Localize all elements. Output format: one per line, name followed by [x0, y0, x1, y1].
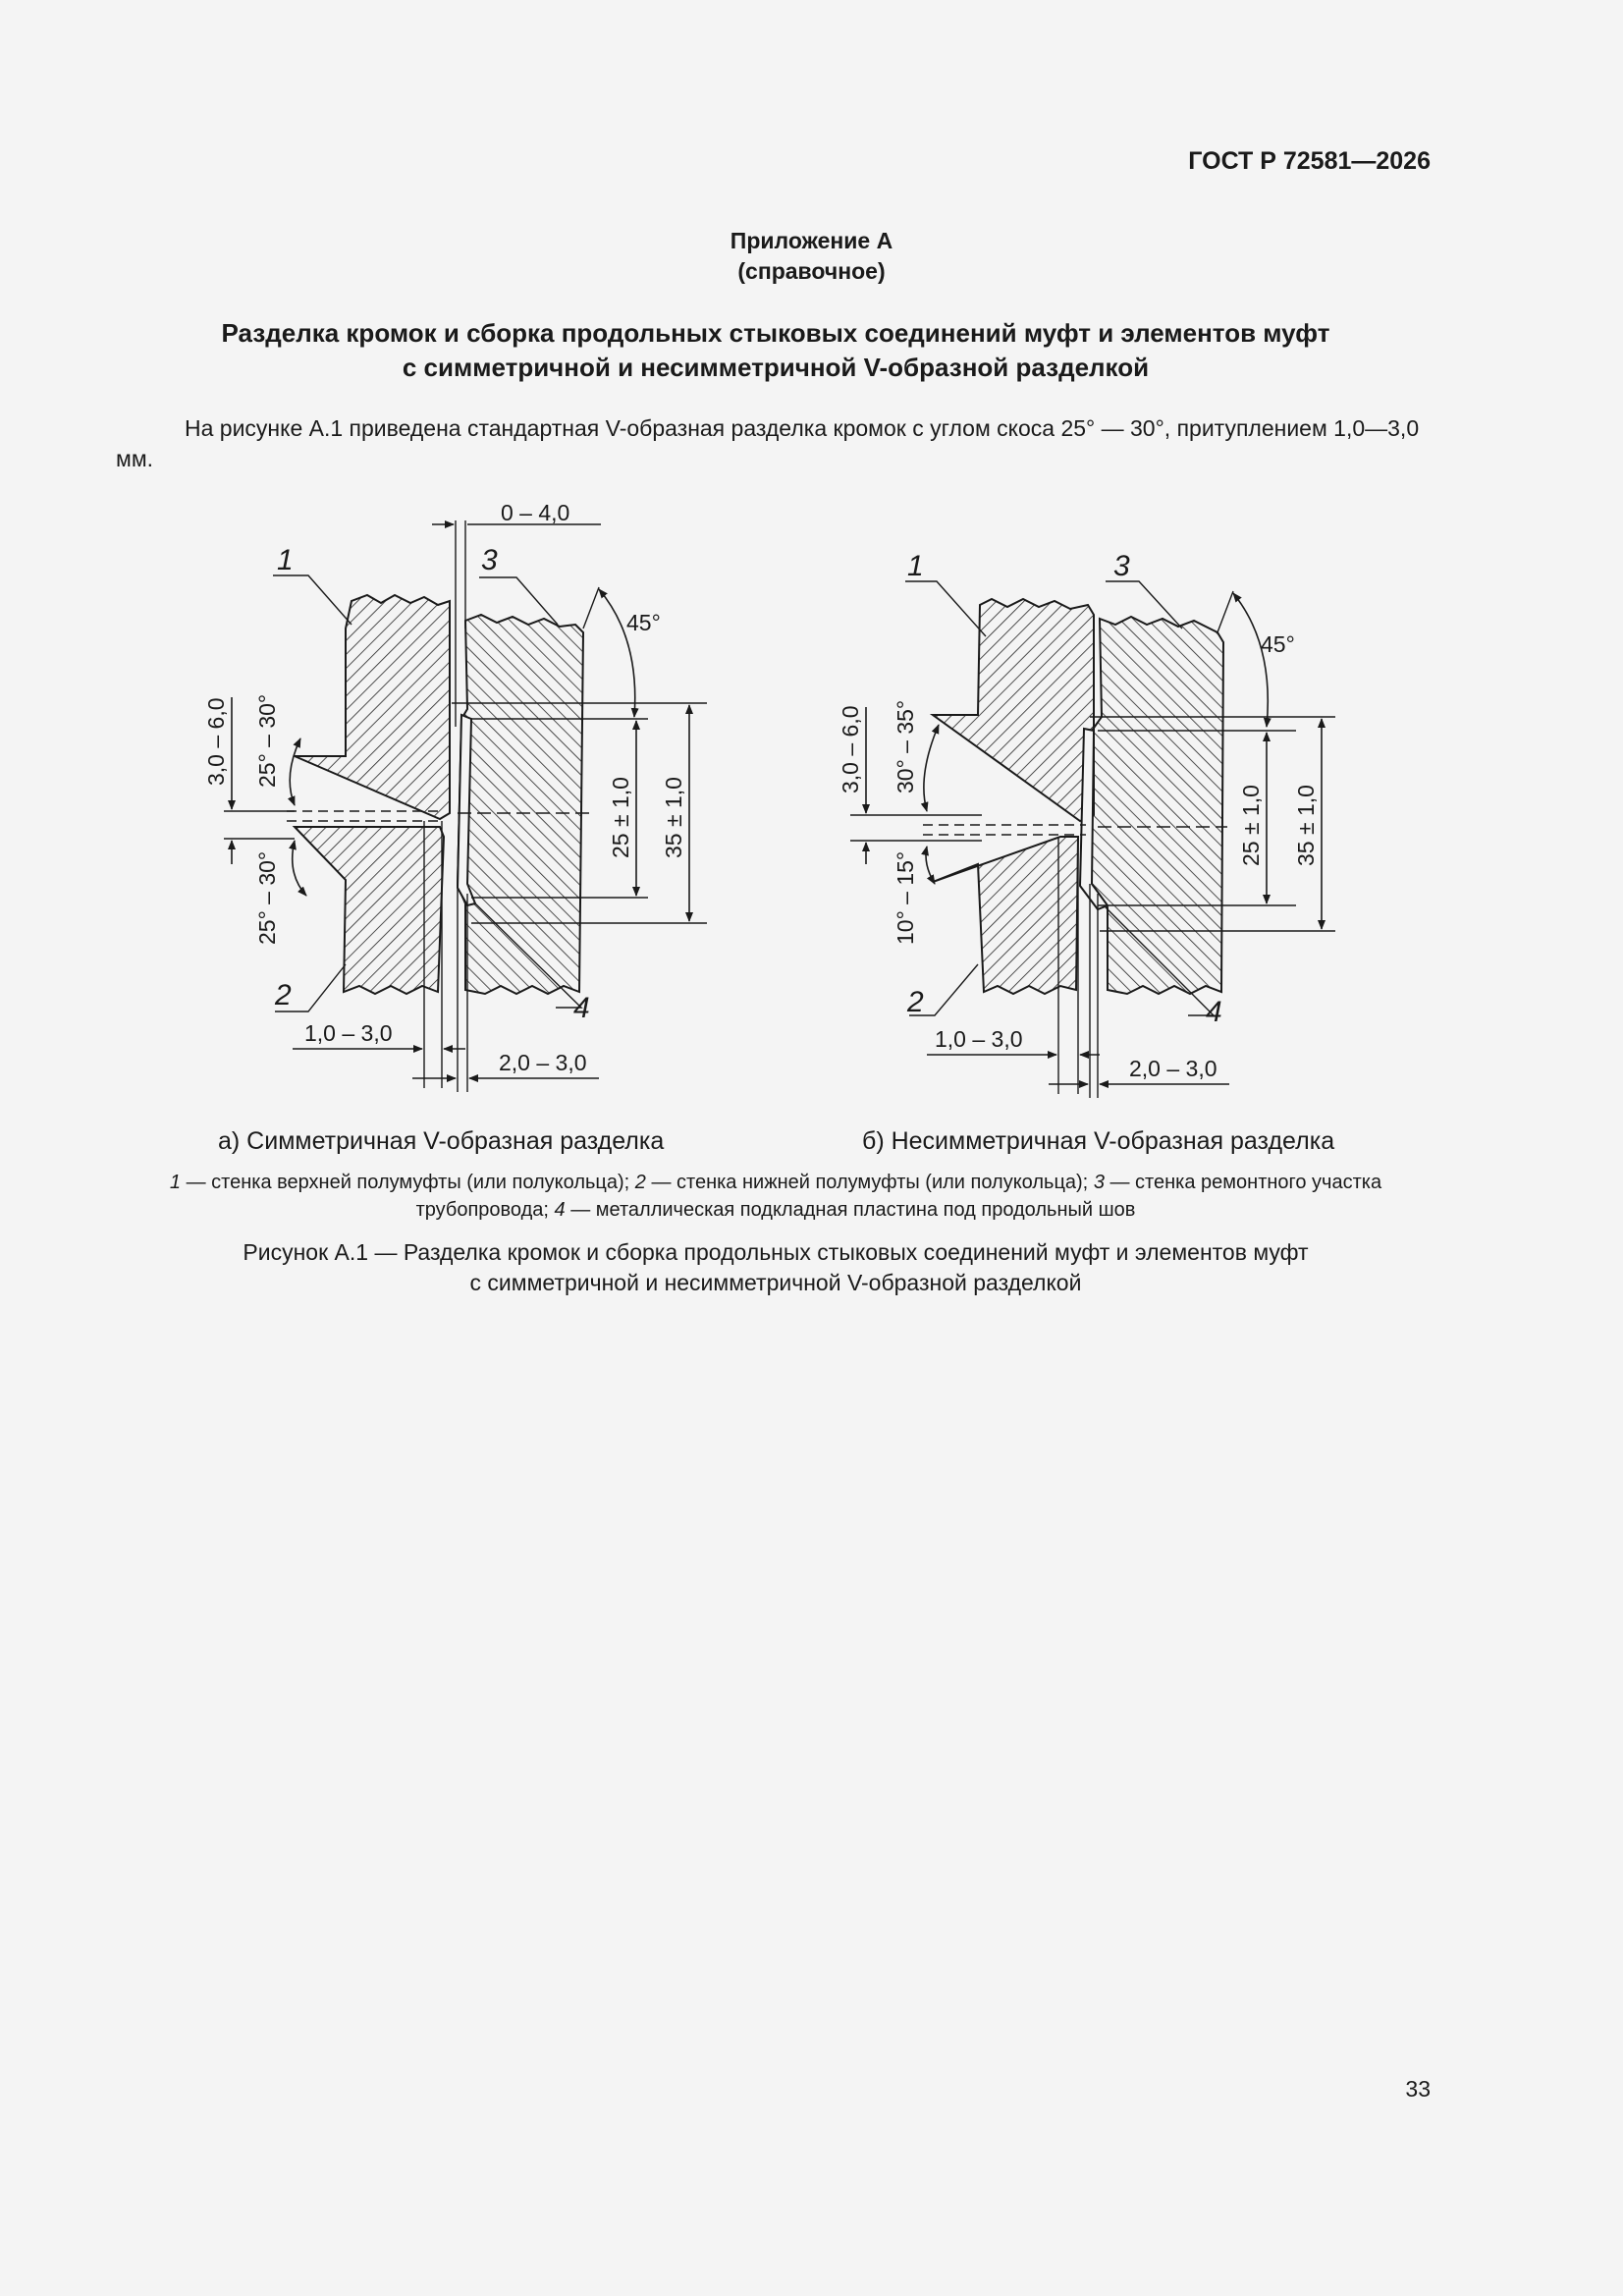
- fig-a-label-1: 1: [277, 544, 294, 576]
- appendix-subtitle: (справочное): [737, 258, 886, 284]
- legend-text-2: — стенка нижней полумуфты (или полукольца);: [645, 1172, 1094, 1193]
- fig-a-label-3: 3: [481, 544, 498, 576]
- part-1-upper-wall: [933, 599, 1094, 821]
- figure-caption-line-2: с симметричной и несимметричной V-образной разделкой: [469, 1270, 1082, 1295]
- fig-a-dim-offset: 3,0 – 6,0: [203, 697, 229, 786]
- figure-caption: [118, 1237, 1434, 1298]
- weld-joint-figure: [0, 491, 1623, 1120]
- figure-a: [224, 520, 707, 1092]
- figure-a-caption: а) Симметричная V-образная разделка: [218, 1127, 665, 1155]
- legend-num-3: 3: [1093, 1172, 1105, 1193]
- fig-a-dim-inner: 25 ± 1,0: [608, 777, 633, 858]
- part-1-upper-wall: [295, 595, 450, 819]
- fig-a-dim-root: 1,0 – 3,0: [304, 1020, 393, 1046]
- page-number: 33: [1405, 2076, 1431, 2102]
- fig-b-dim-offset: 3,0 – 6,0: [838, 705, 863, 793]
- part-2-lower-wall: [933, 837, 1078, 994]
- fig-b-label-3: 3: [1113, 550, 1130, 582]
- legend-num-2: 2: [634, 1172, 646, 1193]
- legend-num-4: 4: [554, 1199, 566, 1221]
- fig-b-dim-bevel-lower: 10° – 15°: [893, 850, 918, 945]
- section-title-line-2: с симметричной и несимметричной V-образной разделкой: [402, 353, 1150, 382]
- fig-a-dim-gap: 0 – 4,0: [501, 500, 570, 525]
- fig-a-dim-bevel-upper: 25° – 30°: [254, 693, 280, 788]
- legend-text-4: — металлическая подкладная пластина под продольный шов: [565, 1199, 1136, 1221]
- part-2-lower-wall: [295, 827, 444, 994]
- fig-a-dim-outer: 35 ± 1,0: [661, 777, 686, 858]
- legend-num-1: 1: [169, 1172, 182, 1193]
- fig-b-dim-inner: 25 ± 1,0: [1238, 785, 1264, 866]
- fig-b-dim-plate: 2,0 – 3,0: [1129, 1056, 1217, 1081]
- intro-paragraph: На рисунке А.1 приведена стандартная V-образная разделка кромок с углом скоса 25° — 30°, притуплением 1,0—3,0 мм.: [116, 415, 1420, 471]
- fig-a-dim-bevel-lower: 25° – 30°: [254, 850, 280, 945]
- section-title: [118, 316, 1434, 385]
- fig-b-dim-bevel-upper: 30° – 35°: [893, 699, 918, 793]
- fig-b-dim-outer: 35 ± 1,0: [1293, 785, 1319, 866]
- fig-b-label-4: 4: [1206, 996, 1222, 1028]
- fig-a-dim-plate: 2,0 – 3,0: [499, 1050, 587, 1075]
- figure-b-caption: б) Несимметричная V-образная разделка: [862, 1127, 1335, 1155]
- figure-legend: [118, 1169, 1434, 1224]
- figure-caption-line-1: Рисунок А.1 — Разделка кромок и сборка продольных стыковых соединений муфт и элементов муфт: [243, 1239, 1309, 1265]
- fig-b-dim-root: 1,0 – 3,0: [935, 1026, 1023, 1052]
- legend-text-1: — стенка верхней полумуфты (или полукольца);: [181, 1172, 635, 1193]
- appendix-heading: [0, 226, 1623, 287]
- legend-text-3: — стенка ремонтного участка трубопровода;: [415, 1172, 1382, 1221]
- fig-a-label-2: 2: [275, 979, 292, 1011]
- fig-a-dim-angle-45: 45°: [626, 610, 661, 635]
- part-3-pipe-wall: [458, 615, 583, 994]
- part-3-pipe-wall: [1090, 617, 1223, 994]
- section-title-line-1: Разделка кромок и сборка продольных стыковых соединений муфт и элементов муфт: [221, 318, 1330, 348]
- document-code: ГОСТ Р 72581—2026: [1188, 147, 1431, 175]
- fig-b-dim-angle-45: 45°: [1261, 631, 1295, 657]
- fig-b-label-2: 2: [907, 986, 924, 1018]
- fig-b-label-1: 1: [907, 550, 924, 582]
- fig-a-label-4: 4: [573, 992, 590, 1024]
- appendix-title: Приложение А: [730, 228, 893, 253]
